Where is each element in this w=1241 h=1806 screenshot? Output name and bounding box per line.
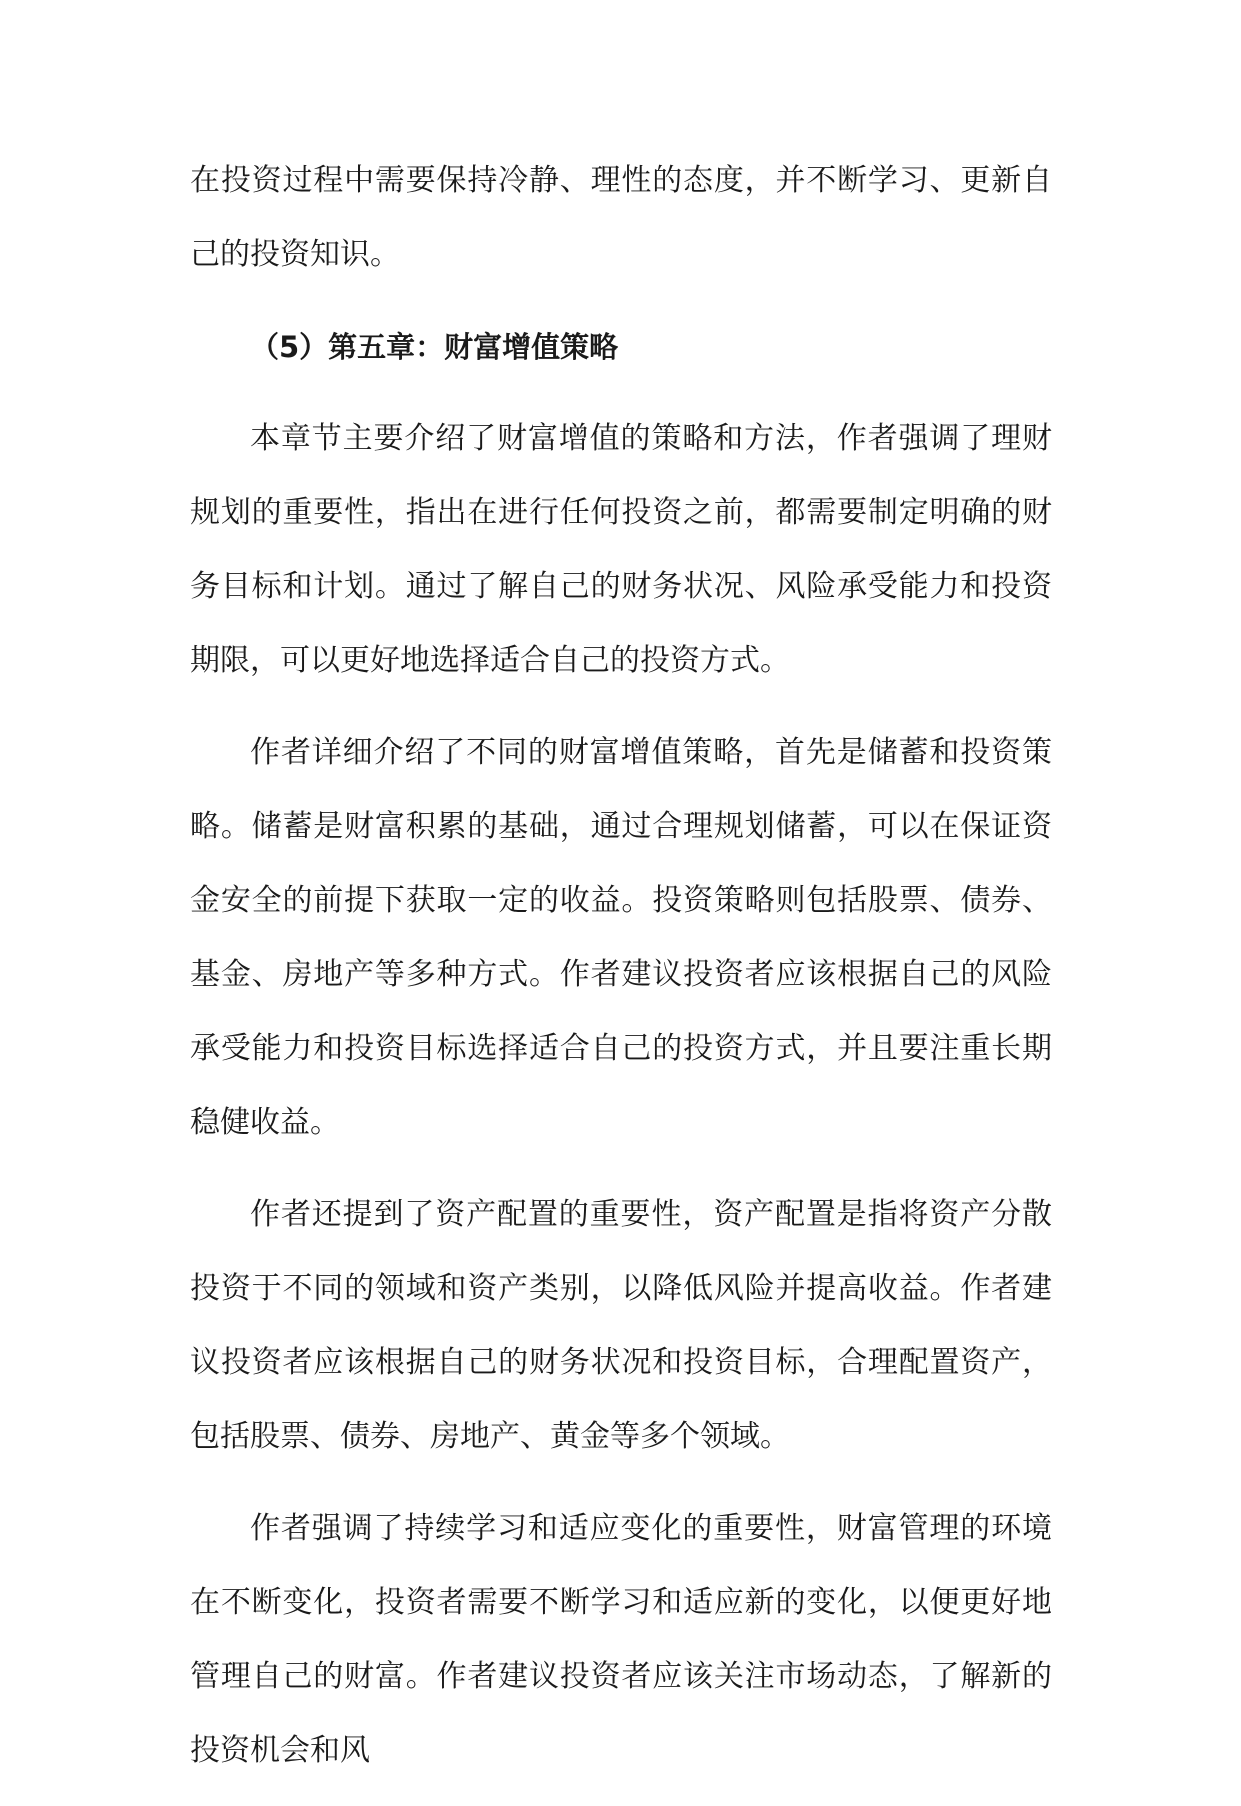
body-text (190, 144, 1052, 1806)
section-heading: （5）第五章：财富增值策略 (250, 330, 619, 364)
paragraph-1: 本章节主要介绍了财富增值的策略和方法，作者强调了理财规划的重要性，指出在进行任何投资之前，都需要制定明确的财务目标和计划。通过了解自己的财务状况、风险承受能力和投资期限，可以更好地选择适合自己的投资方式。 (190, 421, 1052, 678)
paragraph-2: 作者详细介绍了不同的财富增值策略，首先是储蓄和投资策略。储蓄是财富积累的基础，通过合理规划储蓄，可以在保证资金安全的前提下获取一定的收益。投资策略则包括股票、债券、基金、房地产等多种方式。作者建议投资者应该根据自己的风险承受能力和投资目标选择适合自己的投资方式，并且要注重长期稳健收益。 (190, 735, 1052, 1140)
continuation-paragraph: 在投资过程中需要保持冷静、理性的态度，并不断学习、更新自己的投资知识。 (190, 163, 1052, 272)
paragraph-3: 作者还提到了资产配置的重要性，资产配置是指将资产分散投资于不同的领域和资产类别，以降低风险并提高收益。作者建议投资者应该根据自己的财务状况和投资目标，合理配置资产，包括股票、债券、房地产、黄金等多个领域。 (190, 1197, 1052, 1454)
paragraph-4: 作者强调了持续学习和适应变化的重要性，财富管理的环境在不断变化，投资者需要不断学习和适应新的变化，以便更好地管理自己的财富。作者建议投资者应该关注市场动态，了解新的投资机会和风 (190, 1511, 1052, 1768)
